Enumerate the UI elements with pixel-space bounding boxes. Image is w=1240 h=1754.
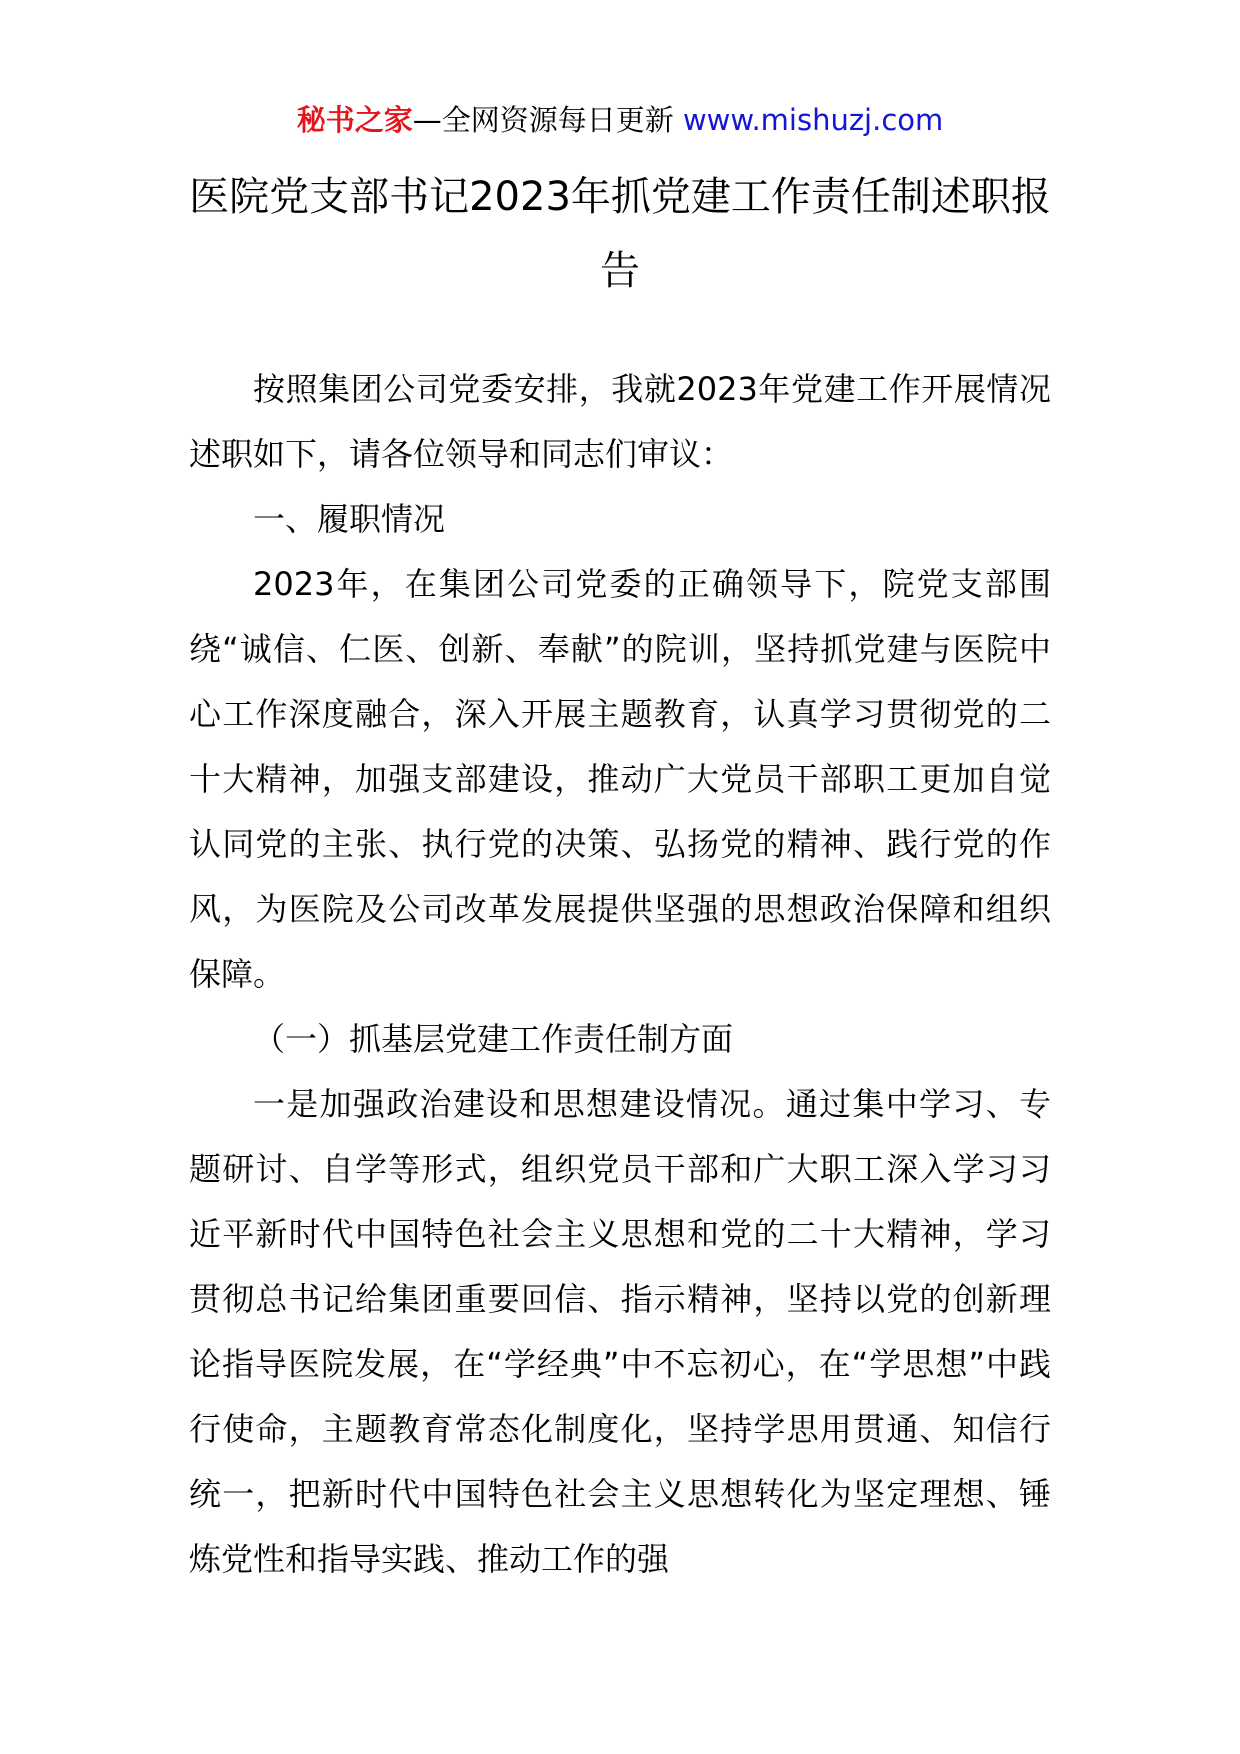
site-url-link[interactable]: www.mishuzj.com	[682, 103, 944, 137]
paragraph-overview: 2023年，在集团公司党委的正确领导下，院党支部围绕“诚信、仁医、创新、奉献”的院训，坚持抓党建与医院中心工作深度融合，深入开展主题教育，认真学习贯彻党的二十大精神，加强支部建设，推动广大党员干部职工更加自觉认同党的主张、执行党的决策、弘扬党的精神、践行党的作风，为医院及公司改革发展提供坚强的思想政治保障和组织保障。	[189, 565, 1051, 993]
section-heading-performance: 一、履职情况	[253, 500, 446, 538]
site-header	[0, 98, 1240, 142]
header-slogan: —全网资源每日更新	[412, 103, 683, 137]
paragraph-political-building: 一是加强政治建设和思想建设情况。通过集中学习、专题研讨、自学等形式，组织党员干部和广大职工深入学习习近平新时代中国特色社会主义思想和党的二十大精神，学习贯彻总书记给集团重要回信、指示精神，坚持以党的创新理论指导医院发展，在“学经典”中不忘初心，在“学思想”中践行使命，主题教育常态化制度化，坚持学思用贯通、知信行统一，把新时代中国特色社会主义思想转化为坚定理想、锤炼党性和指导实践、推动工作的强	[189, 1085, 1051, 1578]
brand-name: 秘书之家	[296, 103, 413, 137]
document-body	[189, 357, 1051, 1592]
document-title: 医院党支部书记2023年抓党建工作责任制述职报告	[189, 174, 1051, 294]
subsection-heading-responsibility: （一）抓基层党建工作责任制方面	[253, 1020, 734, 1058]
paragraph-intro: 按照集团公司党委安排，我就2023年党建工作开展情况述职如下，请各位领导和同志们审议：	[189, 370, 1051, 473]
